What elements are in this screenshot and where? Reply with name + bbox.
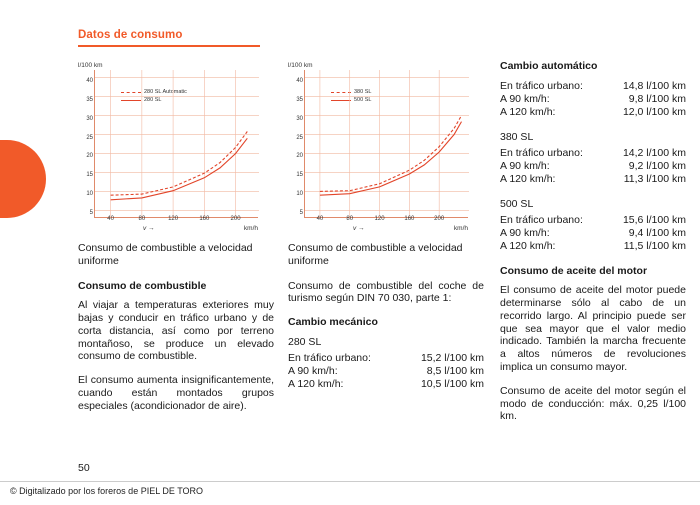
spec-list-280sl	[288, 352, 484, 391]
spec-row-label: En tráfico urbano:	[500, 146, 583, 159]
chart-right-unit-label: l/100 km	[288, 62, 313, 69]
chart-right-caption: Consumo de combustible a velocidad uniforme	[288, 242, 463, 267]
model-380sl: 380 SL	[500, 130, 534, 143]
spec-row	[500, 93, 686, 106]
spec-row-label: A 120 km/h:	[500, 105, 556, 118]
spec-row-label: A 120 km/h:	[500, 239, 556, 252]
y-axis-tick: 25	[86, 134, 93, 141]
spec-row-value: 14,8 l/100 km	[622, 79, 686, 92]
spec-row-label: En tráfico urbano:	[500, 79, 583, 92]
spec-row	[288, 365, 484, 378]
chart-right	[288, 60, 474, 236]
chart-right-curves	[305, 70, 469, 218]
spec-row-label: A 90 km/h:	[288, 364, 338, 377]
spec-row-value: 8,5 l/100 km	[426, 364, 484, 377]
y-axis-tick: 15	[86, 172, 93, 179]
chart-left-curves	[95, 70, 259, 218]
heading-cambio-automatico: Cambio automático	[500, 60, 598, 72]
paragraph-consumo-1: Al viajar a temperaturas exteriores muy bajas y conducir en tráfico urbano y de corta distancia, así como por terreno montañoso, se produce un elevado consumo de combustible.	[78, 299, 274, 363]
x-axis-tick: 120	[374, 216, 385, 223]
legend-label: 500 SL	[354, 97, 372, 103]
chart-left-caption: Consumo de combustible a velocidad uniforme	[78, 242, 253, 267]
spec-row	[500, 173, 686, 186]
spec-row	[500, 106, 686, 119]
model-500sl: 500 SL	[500, 197, 534, 210]
spec-list-500sl	[500, 214, 686, 253]
heading-consumo-aceite: Consumo de aceite del motor	[500, 264, 648, 277]
chart-left-xlabel: v →	[143, 225, 155, 233]
spec-row	[288, 352, 484, 365]
spec-row	[500, 80, 686, 93]
spec-row-label: A 90 km/h:	[500, 226, 550, 239]
chart-left	[78, 60, 264, 236]
y-axis-tick: 40	[86, 77, 93, 84]
y-axis-tick: 40	[296, 77, 303, 84]
heading-cambio-mecanico: Cambio mecánico	[288, 316, 378, 329]
spec-row	[500, 160, 686, 173]
y-axis-tick: 35	[296, 96, 303, 103]
x-axis-tick: 160	[404, 216, 415, 223]
y-axis-tick: 5	[89, 210, 93, 217]
legend-label: 380 SL	[354, 89, 372, 95]
spec-row-label: En tráfico urbano:	[500, 213, 583, 226]
spec-row-value: 9,8 l/100 km	[628, 92, 686, 105]
header-divider	[78, 45, 260, 47]
orange-thumb-tab-icon	[0, 140, 46, 218]
x-axis-tick: 40	[316, 216, 324, 223]
chart-left-plot-area	[86, 70, 258, 233]
y-axis-tick: 10	[296, 191, 303, 198]
page-number: 50	[78, 462, 90, 474]
spec-row-value: 11,3 l/100 km	[623, 172, 686, 185]
spec-row-value: 9,2 l/100 km	[628, 159, 686, 172]
column-middle	[288, 60, 484, 403]
y-axis-tick: 30	[296, 115, 303, 122]
chart-right-plot-area	[296, 70, 468, 233]
spec-row-label: A 90 km/h:	[500, 92, 550, 105]
spec-row	[500, 240, 686, 253]
spec-row-value: 10,5 l/100 km	[420, 377, 484, 390]
x-axis-tick: 80	[346, 216, 354, 223]
paragraph-aceite-2: Consumo de aceite del motor según el modo de conducción: máx. 0,25 l/100 km.	[500, 384, 686, 423]
chart-left-xunit: km/h	[243, 225, 258, 233]
model-280sl: 280 SL	[288, 335, 322, 348]
spec-row-label: En tráfico urbano:	[288, 351, 371, 364]
spec-row-label: A 120 km/h:	[288, 377, 344, 390]
y-axis-tick: 20	[86, 153, 93, 160]
spec-row-label: A 120 km/h:	[500, 172, 556, 185]
page-title: Datos de consumo	[78, 29, 183, 41]
y-axis-tick: 25	[296, 134, 303, 141]
x-axis-tick: 120	[168, 216, 179, 223]
y-axis-tick: 30	[86, 115, 93, 122]
paragraph-consumo-2: El consumo aumenta insignificantemente, cuando están montados grupos especiales (acondicionador de aire).	[78, 374, 274, 412]
footer-divider	[0, 481, 700, 482]
y-axis-tick: 15	[296, 172, 303, 179]
spec-row-value: 15,2 l/100 km	[420, 351, 484, 364]
legend-label: 280 SL	[144, 97, 162, 103]
spec-list-380sl	[500, 147, 686, 186]
spec-row-value: 12,0 l/100 km	[622, 105, 686, 118]
footer-credit: © Digitalizado por los foreros de PIEL DE TORO	[10, 486, 204, 496]
spec-row-label: A 90 km/h:	[500, 159, 550, 172]
paragraph-din-intro: Consumo de combustible del coche de turismo según DIN 70 030, parte 1:	[288, 279, 484, 305]
y-axis-tick: 5	[299, 210, 303, 217]
column-right	[500, 60, 686, 434]
spec-row	[500, 147, 686, 160]
x-axis-tick: 160	[199, 216, 210, 223]
spec-row-value: 11,5 l/100 km	[623, 239, 686, 252]
column-left	[78, 60, 274, 424]
spec-list-automatico	[500, 80, 686, 119]
y-axis-tick: 20	[296, 153, 303, 160]
x-axis-tick: 200	[230, 216, 241, 223]
y-axis-tick: 10	[86, 191, 93, 198]
x-axis-tick: 40	[107, 216, 114, 223]
heading-consumo-combustible: Consumo de combustible	[78, 279, 207, 292]
spec-row-value: 15,6 l/100 km	[622, 213, 686, 226]
spec-row-value: 9,4 l/100 km	[628, 226, 686, 239]
x-axis-tick: 200	[434, 216, 445, 223]
chart-left-unit-label: l/100 km	[78, 62, 103, 69]
chart-right-xlabel: v →	[353, 225, 365, 233]
legend-label: 280 SL Automatic	[144, 89, 187, 95]
spec-row-value: 14,2 l/100 km	[622, 146, 686, 159]
y-axis-tick: 35	[86, 96, 93, 103]
paragraph-aceite-1: El consumo de aceite del motor puede determinarse sólo al cabo de un recorrido largo. Al principio puede ser que sea mayor que el valor medio indicado. También la marcha frecuente a altos números de revoluciones implica un consumo mayor.	[500, 284, 686, 373]
spec-row	[500, 227, 686, 240]
x-axis-tick: 80	[138, 216, 146, 223]
chart-right-xunit: km/h	[453, 225, 468, 233]
spec-row	[500, 214, 686, 227]
spec-row	[288, 378, 484, 391]
